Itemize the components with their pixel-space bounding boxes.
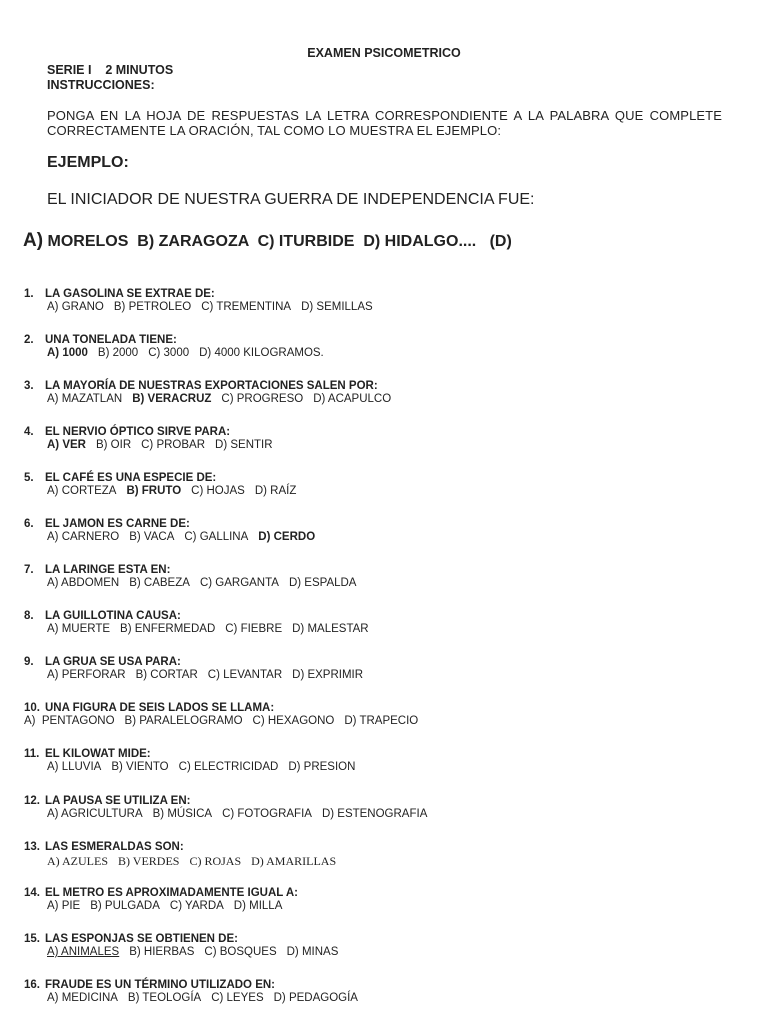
options-row (47, 301, 383, 313)
answer-option: B) PULGADA (90, 900, 160, 912)
answer-option: B) TEOLOGÍA (127, 992, 202, 1004)
answer-option: A) PENTAGONO (24, 715, 115, 727)
question-item (24, 564, 366, 589)
answer-option: D) PRESION (288, 761, 356, 773)
answer-option: C) 3000 (148, 347, 190, 359)
question-text (24, 426, 283, 438)
instructions-line-1: PONGA EN LA HOJA DE RESPUESTAS LA LETRA CORRESPONDIENTE A LA PALABRA QUE COMPLETE (47, 108, 722, 123)
question-text (24, 334, 334, 346)
options-row (47, 992, 368, 1004)
answer-option: D) CERDO (258, 531, 316, 543)
answer-option: B) VACA (129, 531, 175, 543)
answer-option: B) VERACRUZ (132, 393, 212, 405)
answer-option: B) MÚSICA (152, 808, 213, 820)
options-row (47, 854, 346, 869)
answer-option: C) FOTOGRAFIA (222, 808, 312, 820)
question-label: EL JAMON ES CARNE DE: (45, 518, 190, 530)
answer-option: C) GALLINA (184, 531, 249, 543)
answer-option: B) OIR (95, 439, 132, 451)
question-text (24, 887, 298, 899)
question-item (24, 426, 283, 451)
question-number: 9. (24, 656, 34, 668)
answer-option: B) ENFERMEDAD (120, 623, 216, 635)
question-text (24, 933, 348, 945)
instructions-text (47, 108, 722, 138)
answer-option: D) ESTENOGRAFIA (321, 808, 428, 820)
question-text (24, 610, 379, 622)
question-item (24, 610, 379, 635)
question-text (24, 702, 428, 714)
question-item (24, 887, 298, 912)
question-label: LA LARINGE ESTA EN: (45, 564, 171, 576)
question-label: EL NERVIO ÓPTICO SIRVE PARA: (45, 426, 231, 438)
question-text (24, 472, 306, 484)
options-row (47, 485, 306, 497)
answer-option: A) 1000 (47, 347, 88, 359)
question-label: LA GUILLOTINA CAUSA: (45, 610, 181, 622)
answer-option: B) FRUTO (126, 485, 182, 497)
answer-option: D) TRAPECIO (344, 715, 419, 727)
answer-option: A) ANIMALES (47, 946, 120, 958)
answer-option: C) HOJAS (191, 485, 245, 497)
question-label: FRAUDE ES UN TÉRMINO UTILIZADO EN: (45, 979, 275, 991)
question-number: 7. (24, 564, 34, 576)
answer-option: D) SENTIR (215, 439, 273, 451)
example-answer-options: MORELOS B) ZARAGOZA C) ITURBIDE D) HIDALGO.... (D) (43, 233, 512, 250)
answer-option: D) EXPRIMIR (292, 669, 364, 681)
question-number: 5. (24, 472, 34, 484)
answer-option: A) PIE (47, 900, 81, 912)
answer-option: A) MUERTE (47, 623, 111, 635)
options-row (47, 669, 373, 681)
question-item (24, 933, 348, 958)
answer-option: B) VIENTO (111, 761, 169, 773)
question-text (24, 841, 346, 853)
question-item (24, 380, 401, 405)
answer-option: A) PERFORAR (47, 669, 126, 681)
options-row (47, 577, 366, 589)
answer-option: B) CORTAR (135, 669, 198, 681)
question-label: LAS ESMERALDAS SON: (45, 841, 184, 853)
question-number: 8. (24, 610, 34, 622)
question-label: LAS ESPONJAS SE OBTIENEN DE: (45, 933, 238, 945)
question-number: 14. (24, 887, 40, 899)
answer-option: A) ABDOMEN (47, 577, 120, 589)
answer-option: D) PEDAGOGÍA (273, 992, 358, 1004)
question-item (24, 979, 368, 1004)
example-label: EJEMPLO: (47, 154, 129, 171)
example-answer (23, 230, 512, 252)
question-label: UNA FIGURA DE SEIS LADOS SE LLAMA: (45, 702, 275, 714)
answer-option: C) ELECTRICIDAD (178, 761, 279, 773)
question-label: LA PAUSA SE UTILIZA EN: (45, 795, 191, 807)
options-row (47, 808, 437, 820)
options-row (47, 531, 325, 543)
question-text (24, 656, 373, 668)
answer-option: A) CORTEZA (47, 485, 117, 497)
instructions-line-2: CORRECTAMENTE LA ORACIÓN, TAL COMO LO MUESTRA EL EJEMPLO: (47, 123, 502, 138)
answer-option: C) PROGRESO (221, 393, 304, 405)
answer-option: A) MAZATLAN (47, 393, 123, 405)
question-item (24, 288, 383, 313)
question-label: LA GRUA SE USA PARA: (45, 656, 181, 668)
question-label: LA GASOLINA SE EXTRAE DE: (45, 288, 215, 300)
question-text (24, 288, 383, 300)
question-text (24, 564, 366, 576)
options-row (47, 347, 334, 359)
example-answer-prefix: A) (23, 230, 44, 251)
answer-option: B) 2000 (97, 347, 139, 359)
question-text (24, 748, 365, 760)
answer-option: C) BOSQUES (204, 946, 277, 958)
question-item (24, 518, 325, 543)
answer-option: C) FIEBRE (225, 623, 283, 635)
answer-option: B) VERDES (118, 854, 180, 868)
answer-option: D) ACAPULCO (313, 393, 392, 405)
answer-option: A) VER (47, 439, 86, 451)
options-row (47, 393, 401, 405)
answer-option: D) MILLA (233, 900, 283, 912)
question-number: 6. (24, 518, 34, 530)
question-number: 15. (24, 933, 40, 945)
question-label: UNA TONELADA TIENE: (45, 334, 177, 346)
question-number: 16. (24, 979, 40, 991)
question-item (24, 841, 346, 869)
question-item (24, 472, 306, 497)
options-row (24, 715, 428, 727)
question-label: LA MAYORÍA DE NUESTRAS EXPORTACIONES SALEN POR: (45, 380, 378, 392)
question-item (24, 748, 365, 773)
answer-option: D) MINAS (286, 946, 339, 958)
answer-option: C) TREMENTINA (201, 301, 292, 313)
question-number: 1. (24, 288, 34, 300)
answer-option: C) YARDA (169, 900, 224, 912)
options-row (47, 623, 379, 635)
answer-option: D) SEMILLAS (301, 301, 373, 313)
options-row (47, 946, 348, 958)
question-text (24, 795, 437, 807)
answer-option: D) MALESTAR (292, 623, 369, 635)
answer-option: B) PARALELOGRAMO (124, 715, 243, 727)
options-row (47, 439, 283, 451)
question-number: 3. (24, 380, 34, 392)
question-text (24, 979, 368, 991)
answer-option: B) PETROLEO (113, 301, 192, 313)
answer-option: C) LEYES (211, 992, 264, 1004)
question-number: 12. (24, 795, 40, 807)
answer-option: A) MEDICINA (47, 992, 118, 1004)
answer-option: C) LEVANTAR (207, 669, 283, 681)
answer-option: C) GARGANTA (199, 577, 279, 589)
question-text (24, 380, 401, 392)
answer-option: D) 4000 KILOGRAMOS. (199, 347, 324, 359)
answer-option: B) CABEZA (129, 577, 190, 589)
question-number: 2. (24, 334, 34, 346)
answer-option: B) HIERBAS (129, 946, 195, 958)
page-title: EXAMEN PSICOMETRICO (307, 46, 461, 60)
answer-option: D) AMARILLAS (251, 854, 337, 868)
question-label: EL CAFÉ ES UNA ESPECIE DE: (45, 472, 217, 484)
options-row (47, 761, 365, 773)
question-label: EL KILOWAT MIDE: (45, 748, 151, 760)
answer-option: D) ESPALDA (288, 577, 357, 589)
answer-option: D) RAÍZ (254, 485, 297, 497)
instructions-label: INSTRUCCIONES: (47, 78, 155, 92)
question-item (24, 795, 437, 820)
example-question: EL INICIADOR DE NUESTRA GUERRA DE INDEPENDENCIA FUE: (47, 191, 535, 208)
question-number: 11. (24, 748, 40, 760)
answer-option: C) HEXAGONO (252, 715, 335, 727)
question-item (24, 334, 334, 359)
question-number: 13. (24, 841, 40, 853)
answer-option: A) CARNERO (47, 531, 120, 543)
answer-option: A) GRANO (47, 301, 104, 313)
question-item (24, 656, 373, 681)
question-text (24, 518, 325, 530)
question-item (24, 702, 428, 727)
options-row (47, 900, 298, 912)
question-label: EL METRO ES APROXIMADAMENTE IGUAL A: (45, 887, 299, 899)
series-label: SERIE I 2 MINUTOS (47, 63, 174, 77)
answer-option: A) LLUVIA (47, 761, 102, 773)
answer-option: A) AZULES (47, 854, 108, 868)
answer-option: A) AGRICULTURA (47, 808, 143, 820)
answer-option: C) ROJAS (189, 854, 242, 868)
question-number: 10. (24, 702, 40, 714)
answer-option: C) PROBAR (141, 439, 206, 451)
question-number: 4. (24, 426, 34, 438)
